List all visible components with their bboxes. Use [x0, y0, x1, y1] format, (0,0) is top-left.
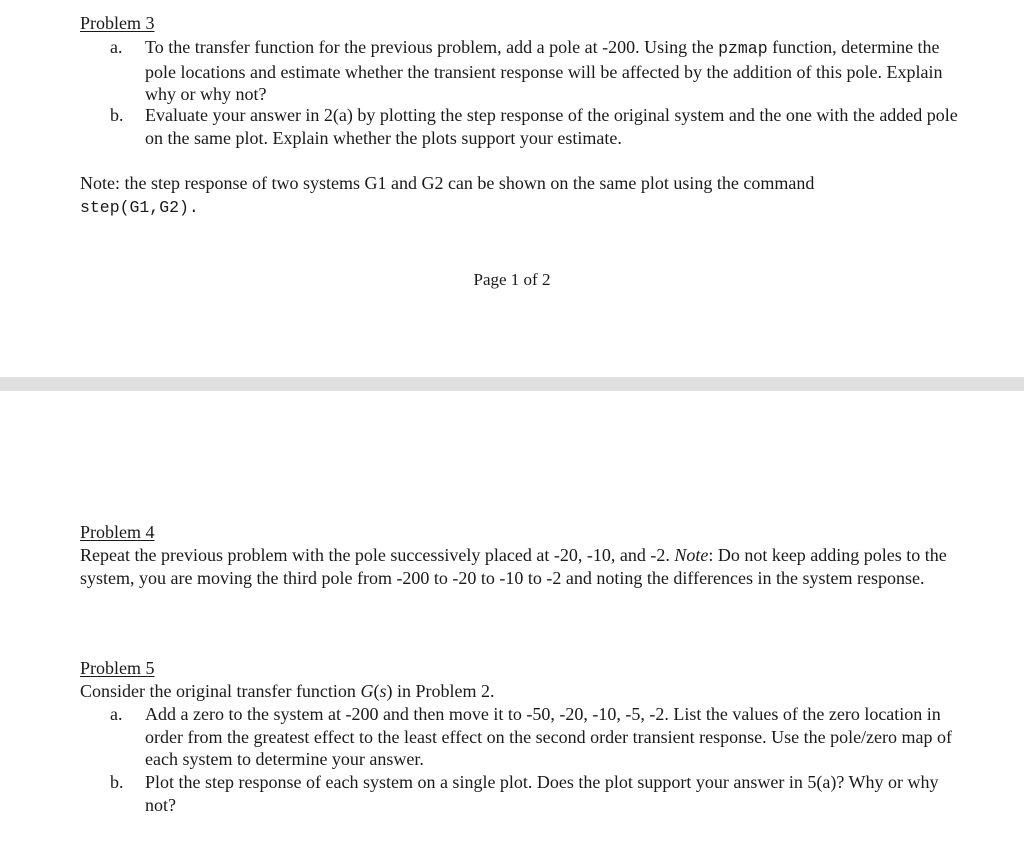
- page-2: [0, 391, 1024, 850]
- problem-5-intro: [80, 680, 960, 703]
- item-marker-b: b.: [110, 105, 124, 125]
- intro-paren-open: (: [373, 681, 380, 701]
- intro-var: s: [379, 681, 387, 701]
- problem-3-item-b-text: Evaluate your answer in 2(a) by plotting the step response of the original system and the one with the added pole on the same plot. Explain whether the plots support your estimate.: [145, 105, 958, 148]
- item-marker-b: b.: [110, 772, 124, 792]
- problem-3-item-b: [80, 104, 960, 149]
- problem-3-item-a: [80, 36, 960, 106]
- problem-5-item-b-text: Plot the step response of each system on a single plot. Does the plot support your answer in 5(a)? Why or why not?: [145, 772, 939, 815]
- problem-4-heading: Problem 4: [80, 522, 155, 542]
- step-note: [80, 172, 960, 219]
- problem-4-text-end: : Do not keep adding poles to the system, you are moving the third pole from -200 to -20 to -10 to -2 and noting the differences in the system response.: [80, 545, 947, 588]
- problem-5-item-b: [80, 771, 960, 816]
- step-command-code: step(G1,G2).: [80, 197, 199, 217]
- problem-3-heading: Problem 3: [80, 13, 155, 33]
- problem-4-text: [80, 544, 960, 589]
- intro-paren-close: ): [386, 681, 393, 701]
- page-footer: Page 1 of 2: [473, 270, 551, 289]
- problem-5-heading: Problem 5: [80, 658, 155, 678]
- note-label: Note: [674, 545, 709, 565]
- pzmap-code: pzmap: [718, 39, 768, 58]
- problem-5-item-a-text: Add a zero to the system at -200 and then move it to -50, -20, -10, -5, -2. List the values of the zero location in order from the greatest effect to the least effect on the second order transient response. Use the pole/zero map of each system to determine your answer.: [145, 704, 953, 769]
- problem-3-item-a-text: [145, 36, 960, 106]
- problem-5-item-a: [80, 703, 960, 771]
- page-separator: [0, 377, 1024, 391]
- problem-4-text-start: Repeat the previous problem with the pole successively placed at -20, -10, and -2.: [80, 545, 675, 565]
- intro-func-name: G: [360, 681, 374, 701]
- item-marker-a: a.: [110, 704, 123, 724]
- page-1: [0, 0, 1024, 377]
- intro-text-end: in Problem 2.: [392, 681, 495, 701]
- item-a-text-end: function, determine the pole locations and estimate whether the transient response will be affected by the addition of this pole. Explain why or why not?: [145, 37, 943, 104]
- step-note-text: Note: the step response of two systems G1 and G2 can be shown on the same plot using the command: [80, 173, 815, 193]
- item-marker-a: a.: [110, 37, 123, 57]
- item-a-text-start: To the transfer function for the previous problem, add a pole at -200. Using the: [145, 37, 719, 57]
- intro-text-start: Consider the original transfer function: [80, 681, 361, 701]
